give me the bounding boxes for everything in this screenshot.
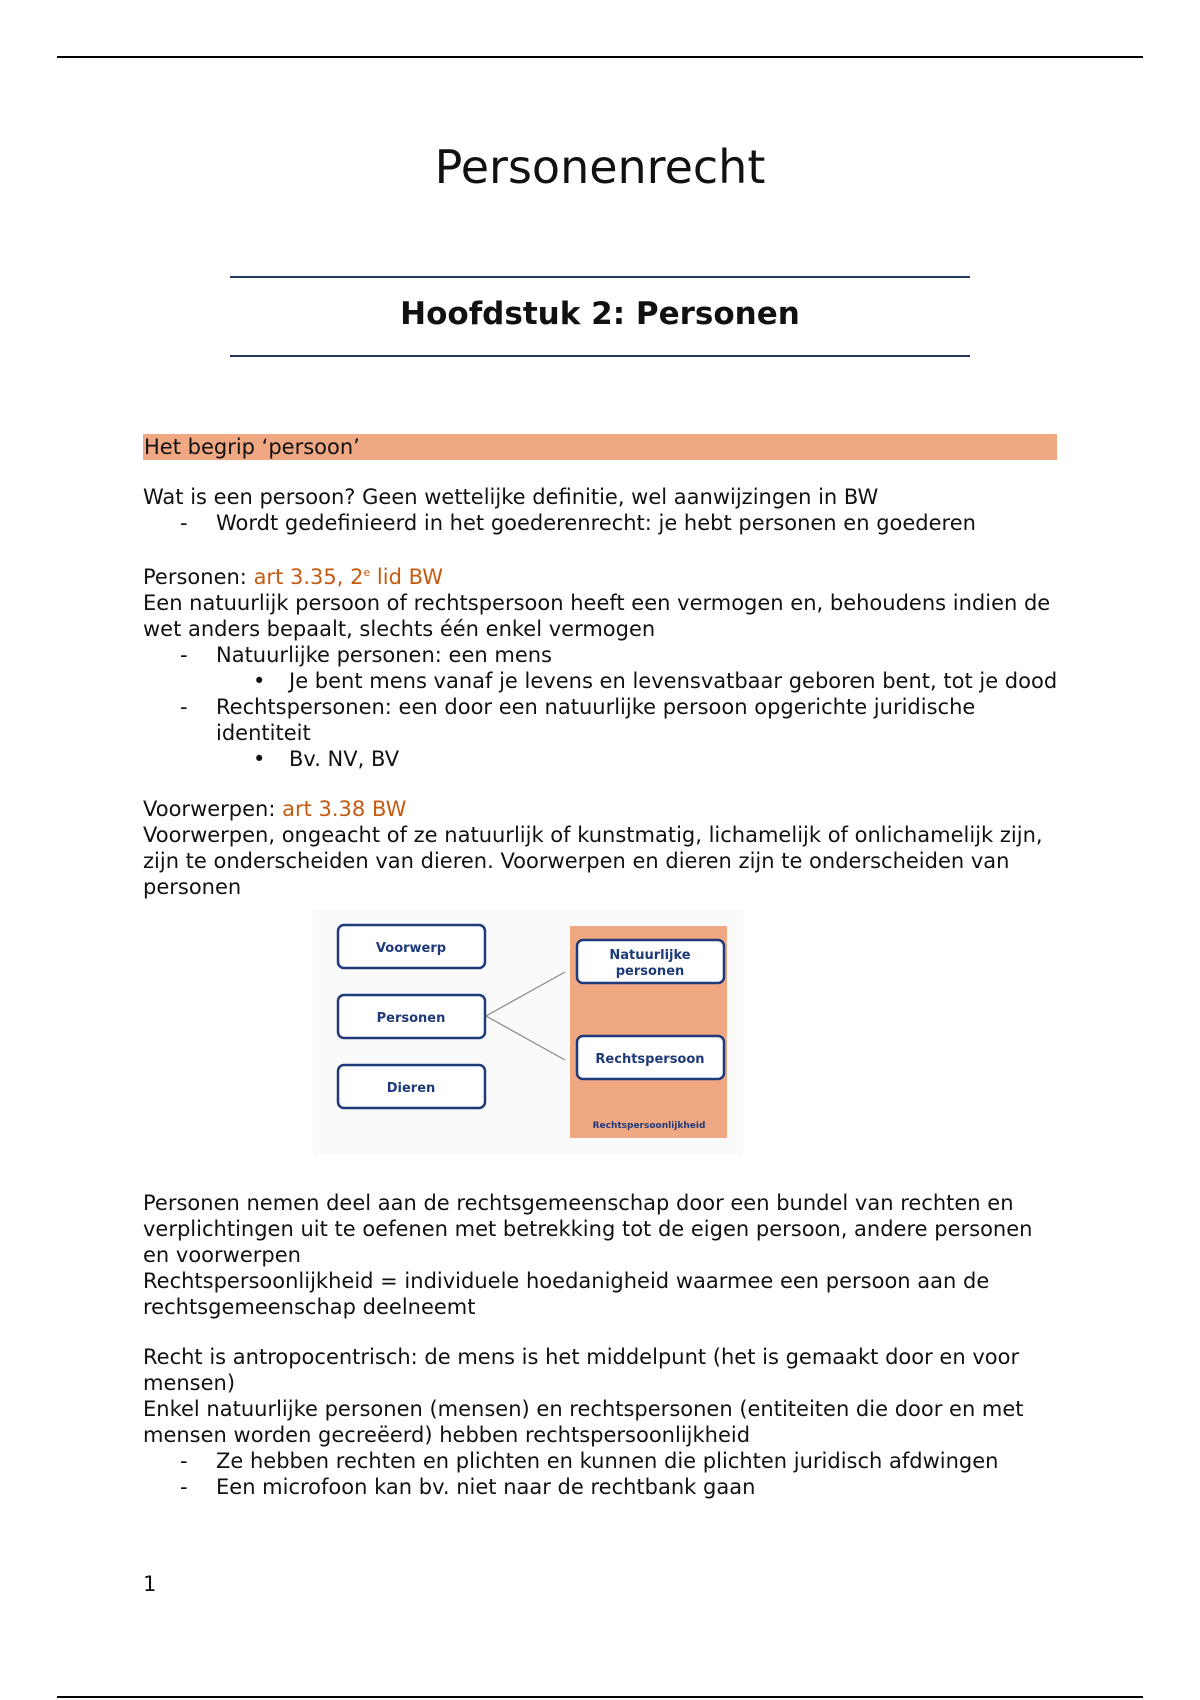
dash-marker: - (180, 695, 188, 719)
chapter-title: Hoofdstuk 2: Personen (400, 296, 800, 332)
dash-marker: - (180, 1449, 188, 1473)
page-top-rule (57, 56, 1143, 58)
personen-subbullet-rechtspersonen: Bv. NV, BV (289, 747, 400, 771)
voorwerpen-article-ref: art 3.38 BW (282, 797, 407, 821)
ref-tail: lid BW (370, 565, 444, 589)
persons-diagram (143, 900, 1063, 1190)
rechtsgemeenschap-text-1: Personen nemen deel aan de rechtsgemeenschap door een bundel van rechten en verplichtingen uit te oefenen met betrekking tot de eigen persoon, andere personen en voorwerpen (143, 1191, 1033, 1267)
list-item (143, 694, 1063, 772)
personen-label: Personen: (143, 565, 254, 589)
ref-superscript: e (363, 566, 371, 579)
voorwerpen-label: Voorwerpen: (143, 797, 283, 821)
personen-bullet-rechtspersonen: Rechtspersonen: een door een natuurlijke persoon opgerichte juridische identiteit (216, 695, 976, 745)
document-title: Personenrecht (434, 140, 766, 194)
intro-bullet: Wordt gedefinieerd in het goederenrecht: je hebt personen en goederen (216, 511, 976, 535)
ref-text: art 3.35, 2 (253, 565, 364, 589)
antropocentrisch-text-1: Recht is antropocentrisch: de mens is het middelpunt (het is gemaakt door en voor mensen) (143, 1345, 1020, 1395)
section-heading: Het begrip ‘persoon’ (143, 434, 1057, 460)
page-bottom-rule (57, 1696, 1143, 1698)
voorwerpen-text: Voorwerpen, ongeacht of ze natuurlijk of kunstmatig, lichamelijk of onlichamelijk zijn, zijn te onderscheiden van dieren. Voorwerpen en dieren zijn te onderscheiden van personen (143, 823, 1043, 899)
dash-marker: - (180, 511, 188, 535)
intro-list (143, 510, 1063, 536)
page-number: 1 (143, 1572, 157, 1596)
list-item (216, 746, 1063, 772)
personen-bullet-natuurlijk: Natuurlijke personen: een mens (216, 643, 552, 667)
chapter-top-rule (230, 276, 970, 278)
list-item (143, 1448, 1063, 1474)
personen-subbullet-natuurlijk: Je bent mens vanaf je levens en levensvatbaar geboren bent, tot je dood (289, 669, 1058, 693)
personen-list (143, 642, 1063, 772)
antropocentrisch-text-2: Enkel natuurlijke personen (mensen) en rechtspersonen (entiteiten die door en met mensen worden gecreëerd) hebben rechtspersoonlijkheid (143, 1397, 1024, 1447)
personen-label: Personen (376, 1011, 446, 1026)
antropocentrisch-list (143, 1448, 1063, 1500)
rechtspersoonlijkheid-label: Rechtspersoonlijkheid (592, 1121, 706, 1131)
rechtspersoon-label: Rechtspersoon (595, 1052, 705, 1067)
list-item (143, 642, 1063, 694)
intro-text: Wat is een persoon? Geen wettelijke definitie, wel aanwijzingen in BW (143, 485, 879, 509)
antropocentrisch-bullet-1: Ze hebben rechten en plichten en kunnen die plichten juridisch afdwingen (216, 1449, 999, 1473)
personen-text: Een natuurlijk persoon of rechtspersoon heeft een vermogen en, behoudens indien de wet anders bepaalt, slechts één enkel vermogen (143, 591, 1051, 641)
natuurlijke-label-2: personen (615, 964, 685, 979)
natuurlijke-label-1: Natuurlijke (609, 948, 691, 963)
personen-article-ref (254, 565, 443, 589)
list-item (216, 668, 1063, 694)
dot-marker: • (253, 669, 266, 693)
antropocentrisch-bullet-2: Een microfoon kan bv. niet naar de rechtbank gaan (216, 1475, 756, 1499)
personen-heading (143, 560, 1063, 590)
document-body (143, 434, 1063, 1500)
dot-marker: • (253, 747, 266, 771)
list-item (143, 510, 1063, 536)
sublist (143, 668, 1063, 694)
voorwerp-label: Voorwerp (375, 941, 447, 956)
chapter-bottom-rule (230, 355, 970, 357)
dieren-label: Dieren (386, 1081, 436, 1096)
diagram-svg (313, 910, 743, 1155)
voorwerpen-heading (143, 796, 1063, 822)
sublist (143, 746, 1063, 772)
dash-marker: - (180, 1475, 188, 1499)
rechtsgemeenschap-text-2: Rechtspersoonlijkheid = individuele hoedanigheid waarmee een persoon aan de rechtsgemeenschap deelneemt (143, 1269, 990, 1319)
dash-marker: - (180, 643, 188, 667)
list-item (143, 1474, 1063, 1500)
